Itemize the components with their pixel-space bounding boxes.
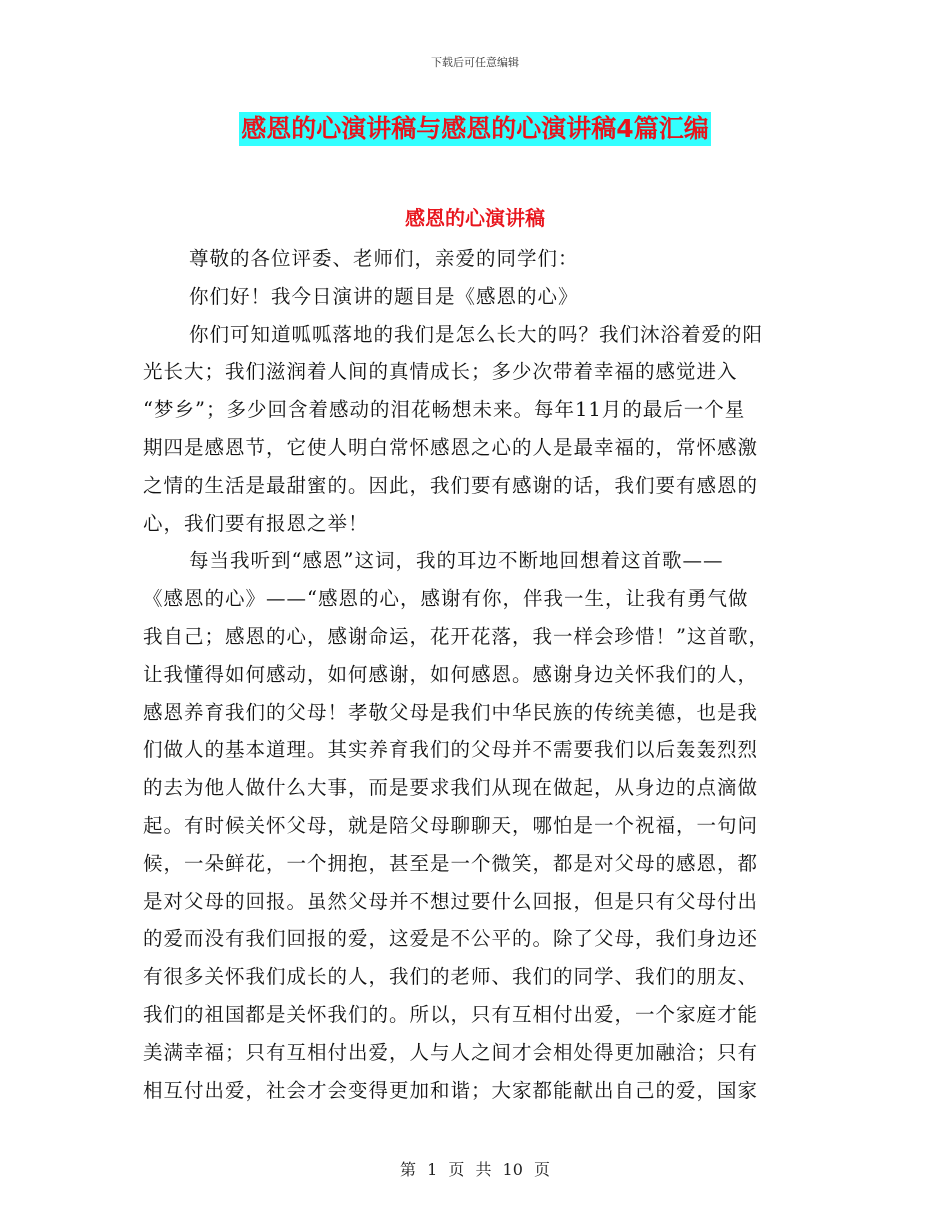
text-line: 光长大；我们滋润着人间的真情成长；多少次带着幸福的感觉进入 [143, 360, 738, 384]
speech-body [143, 240, 803, 1109]
text-line: 心，我们要有报恩之举！ [143, 511, 369, 535]
text-line: 《感恩的心》——“感恩的心，感谢有你，伴我一生，让我有勇气做 [143, 587, 749, 611]
text-line: 感恩养育我们的父母！孝敬父母是我们中华民族的传统美德，也是我 [143, 700, 759, 724]
text-line: 每当我听到“感恩”这词，我的耳边不断地回想着这首歌—— [189, 549, 724, 573]
text-line: 候，一朵鲜花，一个拥抱，甚至是一个微笑，都是对父母的感恩，都 [143, 851, 759, 875]
text-line: 相互付出爱，社会才会变得更加和谐；大家都能献出自己的爱，国家 [143, 1078, 759, 1102]
document-title-container [0, 112, 950, 146]
text-line: 是对父母的回报。虽然父母并不想过要什么回报，但是只有父母付出 [143, 889, 759, 913]
text-line: 们做人的基本道理。其实养育我们的父母并不需要我们以后轰轰烈烈 [143, 738, 759, 762]
section-title: 感恩的心演讲稿 [405, 206, 545, 230]
text-line: 的爱而没有我们回报的爱，这爱是不公平的。除了父母，我们身边还 [143, 927, 759, 951]
text-line: 你们可知道呱呱落地的我们是怎么长大的吗？我们沐浴着爱的阳 [189, 322, 764, 346]
text-line: “梦乡”；多少回含着感动的泪花畅想未来。每年11月的最后一个星 [143, 398, 746, 422]
text-line: 的去为他人做什么大事，而是要求我们从现在做起，从身边的点滴做 [143, 776, 759, 800]
text-line: 我们的祖国都是关怀我们的。所以，只有互相付出爱，一个家庭才能 [143, 1002, 759, 1026]
text-line: 尊敬的各位评委、老师们，亲爱的同学们： [189, 247, 579, 270]
text-line: 美满幸福；只有互相付出爱，人与人之间才会相处得更加融洽；只有 [143, 1040, 759, 1064]
page-footer: 第 1 页 共 10 页 [400, 1160, 550, 1179]
text-line: 让我懂得如何感动，如何感谢，如何感恩。感谢身边关怀我们的人， [143, 662, 759, 686]
text-line: 之情的生活是最甜蜜的。因此，我们要有感谢的话，我们要有感恩的 [143, 473, 759, 497]
text-line: 你们好！我今日演讲的题目是《感恩的心》 [189, 284, 579, 308]
text-line: 我自己；感恩的心，感谢命运，花开花落，我一样会珍惜！”这首歌， [143, 624, 769, 648]
text-line: 有很多关怀我们成长的人，我们的老师、我们的同学、我们的朋友、 [143, 965, 759, 989]
text-line: 起。有时候关怀父母，就是陪父母聊聊天，哪怕是一个祝福，一句问 [143, 813, 759, 837]
text-line: 期四是感恩节，它使人明白常怀感恩之心的人是最幸福的，常怀感激 [143, 435, 759, 459]
document-title: 感恩的心演讲稿与感恩的心演讲稿4篇汇编 [239, 112, 710, 146]
header-note: 下载后可任意编辑 [431, 56, 519, 69]
